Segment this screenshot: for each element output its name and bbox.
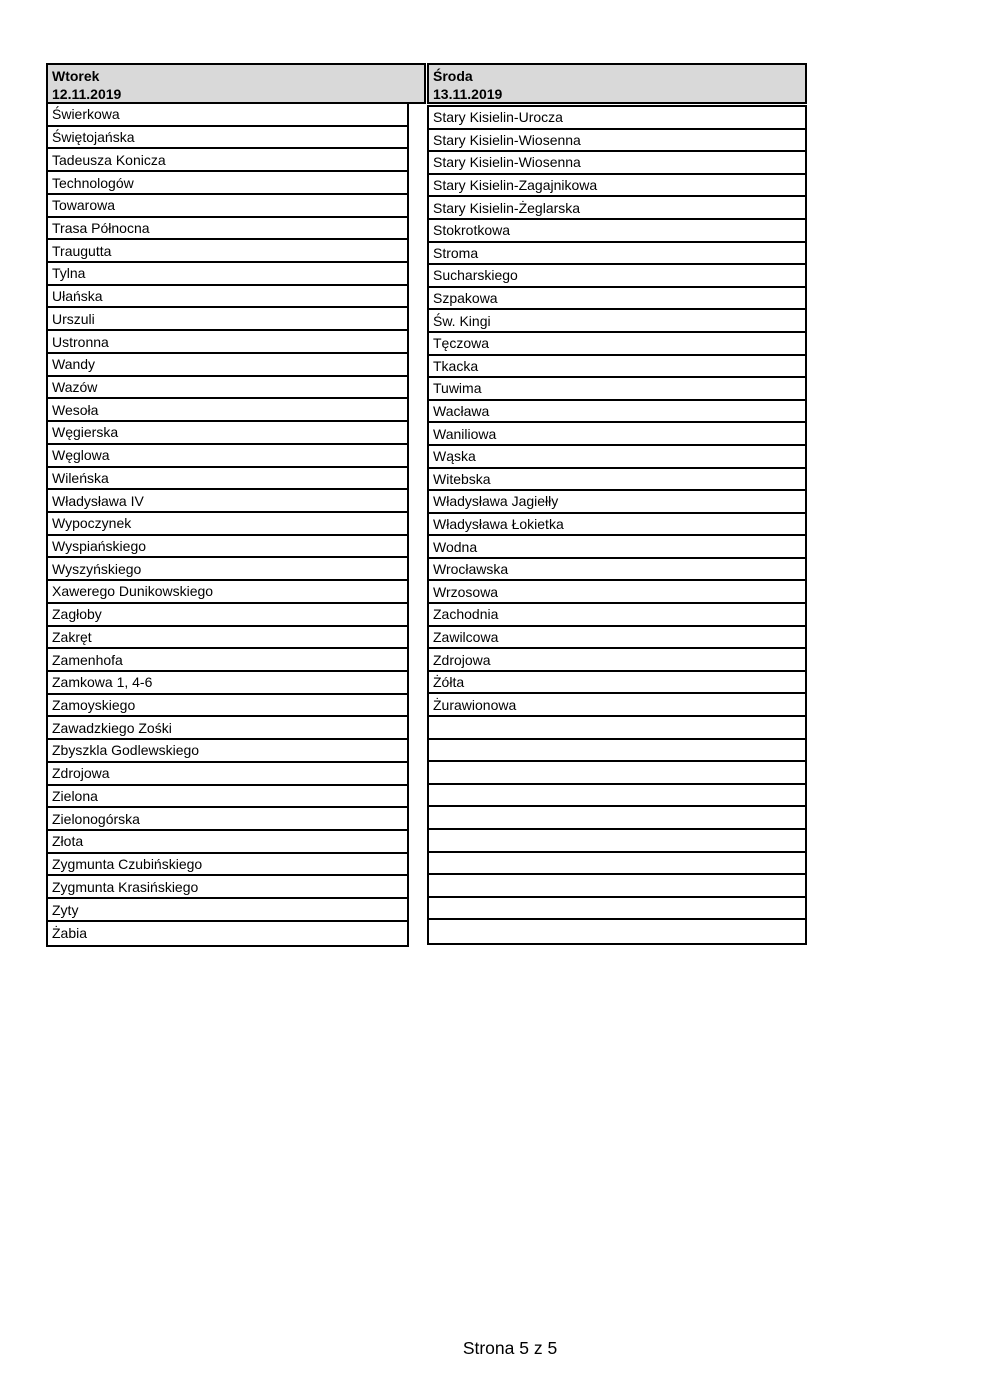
- table-header-row: [46, 63, 807, 104]
- street-cell: Władysława IV: [48, 490, 407, 513]
- wednesday-street-list: [427, 105, 807, 945]
- wednesday-date-label: 13.11.2019: [433, 86, 503, 102]
- street-cell: Żurawionowa: [429, 694, 805, 717]
- street-cell: Wileńska: [48, 468, 407, 491]
- street-cell: Stokrotkowa: [429, 220, 805, 243]
- street-cell: Trasa Północna: [48, 218, 407, 241]
- street-cell: [429, 762, 805, 785]
- street-cell: Stary Kisielin-Wiosenna: [429, 152, 805, 175]
- street-cell: Wypoczynek: [48, 513, 407, 536]
- street-cell: Stary Kisielin-Wiosenna: [429, 130, 805, 153]
- street-cell: Wazów: [48, 377, 407, 400]
- street-cell: Zamkowa 1, 4-6: [48, 672, 407, 695]
- street-cell: Wąska: [429, 446, 805, 469]
- street-cell: Tkacka: [429, 356, 805, 379]
- street-cell: Węgierska: [48, 422, 407, 445]
- street-cell: Wesoła: [48, 399, 407, 422]
- street-cell: Ułańska: [48, 286, 407, 309]
- street-cell: Tadeusza Konicza: [48, 149, 407, 172]
- street-cell: Technologów: [48, 172, 407, 195]
- street-cell: Zagłoby: [48, 604, 407, 627]
- street-cell: Zdrojowa: [429, 649, 805, 672]
- street-cell: Wacława: [429, 401, 805, 424]
- street-cell: Świętojańska: [48, 127, 407, 150]
- street-cell: [429, 807, 805, 830]
- tuesday-date-label: 12.11.2019: [52, 86, 122, 102]
- street-cell: Zbyszkla Godlewskiego: [48, 740, 407, 763]
- street-cell: Stroma: [429, 243, 805, 266]
- street-cell: [429, 920, 805, 943]
- street-cell: Zamenhofa: [48, 649, 407, 672]
- street-cell: Urszuli: [48, 308, 407, 331]
- street-cell: Zawadzkiego Zośki: [48, 717, 407, 740]
- street-cell: Wyszyńskiego: [48, 558, 407, 581]
- column-header-wednesday: [427, 63, 807, 104]
- street-cell: Zygmunta Krasińskiego: [48, 876, 407, 899]
- wednesday-day-label: Środa: [433, 68, 473, 84]
- street-cell: Zyty: [48, 899, 407, 922]
- street-cell: Zamoyskiego: [48, 695, 407, 718]
- street-cell: Wrocławska: [429, 559, 805, 582]
- street-cell: Węglowa: [48, 445, 407, 468]
- street-cell: Zachodnia: [429, 604, 805, 627]
- street-cell: Ustronna: [48, 331, 407, 354]
- street-cell: Zdrojowa: [48, 763, 407, 786]
- street-cell: Zygmunta Czubińskiego: [48, 854, 407, 877]
- street-cell: Waniliowa: [429, 423, 805, 446]
- street-cell: Tuwima: [429, 378, 805, 401]
- street-cell: Traugutta: [48, 240, 407, 263]
- street-cell: Wandy: [48, 354, 407, 377]
- street-cell: Wyspiańskiego: [48, 536, 407, 559]
- column-header-tuesday: [46, 63, 426, 104]
- street-cell: [429, 853, 805, 876]
- street-cell: Stary Kisielin-Żeglarska: [429, 197, 805, 220]
- street-cell: Stary Kisielin-Urocza: [429, 107, 805, 130]
- street-cell: Towarowa: [48, 195, 407, 218]
- street-cell: Zakręt: [48, 627, 407, 650]
- street-cell: Św. Kingi: [429, 310, 805, 333]
- street-cell: Żółta: [429, 672, 805, 695]
- street-cell: [429, 785, 805, 808]
- street-cell: Tylna: [48, 263, 407, 286]
- street-cell: Władysława Jagiełły: [429, 491, 805, 514]
- street-cell: Świerkowa: [48, 104, 407, 127]
- street-cell: Wrzosowa: [429, 581, 805, 604]
- street-cell: Żabia: [52, 925, 88, 942]
- street-cell: [429, 898, 805, 921]
- street-cell: [429, 717, 805, 740]
- street-cell: Szpakowa: [429, 288, 805, 311]
- street-cell: Witebska: [429, 469, 805, 492]
- street-cell: Zielona: [48, 786, 407, 809]
- street-cell: Tęczowa: [429, 333, 805, 356]
- street-cell: Zawilcowa: [429, 627, 805, 650]
- street-cell: Wodna: [429, 536, 805, 559]
- page-number: Strona 5 z 5: [462, 1338, 558, 1358]
- street-cell: Sucharskiego: [429, 265, 805, 288]
- street-cell: Stary Kisielin-Zagajnikowa: [429, 175, 805, 198]
- street-cell: [429, 830, 805, 853]
- street-cell: [429, 740, 805, 763]
- tuesday-day-label: Wtorek: [52, 68, 100, 84]
- street-cell: Xawerego Dunikowskiego: [48, 581, 407, 604]
- street-cell: Władysława Łokietka: [429, 514, 805, 537]
- street-cell: [429, 875, 805, 898]
- street-cell: Złota: [48, 831, 407, 854]
- tuesday-street-list: [46, 104, 409, 947]
- street-cell: Zielonogórska: [48, 808, 407, 831]
